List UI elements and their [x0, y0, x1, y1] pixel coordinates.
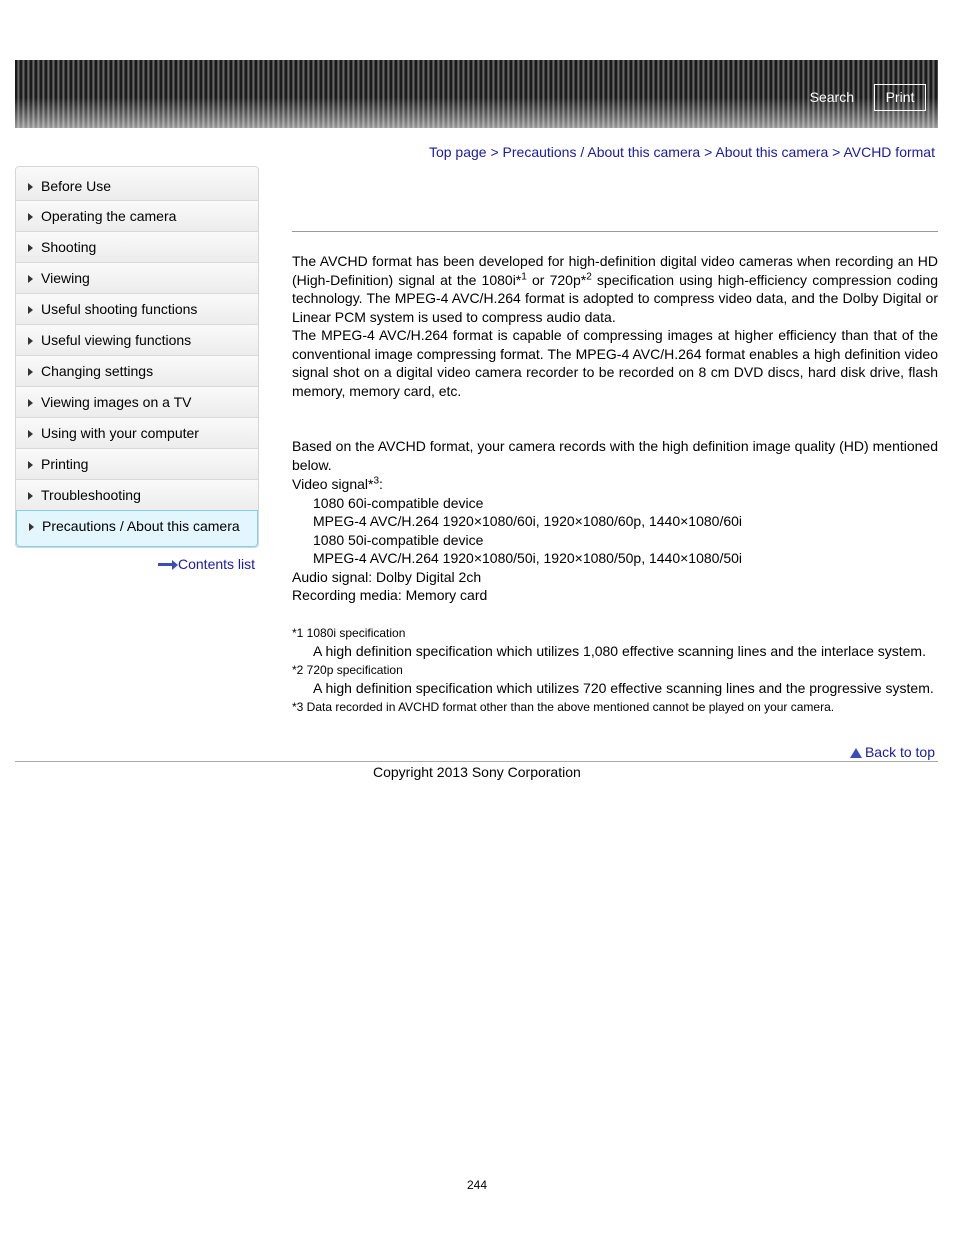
footnote-text: A high definition specification which utilizes 1,080 effective scanning lines and the interlace system.	[313, 643, 926, 659]
intro-text: The AVCHD format has been developed for high-definition digital video cameras when recording an HD (High-Definition) signal at the 1080i*	[292, 253, 938, 288]
breadcrumb-separator: >	[704, 144, 713, 160]
breadcrumb-precautions[interactable]: Precautions / About this camera	[502, 144, 701, 160]
arrow-right-icon	[28, 461, 33, 469]
page-number: 244	[466, 1178, 488, 1192]
footnote-ref: 1	[521, 270, 527, 282]
footnote-title: *2 720p specification	[292, 662, 403, 677]
sidebar-item-precautions[interactable]	[16, 510, 258, 547]
sidebar-item-troubleshooting[interactable]	[16, 479, 258, 510]
video-signal-label: Video signal*	[292, 476, 374, 492]
breadcrumb-separator: >	[832, 144, 841, 160]
arrow-right-icon	[28, 430, 33, 438]
device-spec: MPEG-4 AVC/H.264 1920×1080/60i, 1920×1080/60p, 1440×1080/60i	[313, 513, 743, 529]
footnote-ref: 2	[586, 270, 592, 282]
audio-signal: Audio signal: Dolby Digital 2ch	[292, 568, 482, 585]
sidebar-item-label: Printing	[41, 456, 89, 472]
sidebar-item-label: Viewing images on a TV	[41, 394, 192, 410]
intro-text: specification using high-efficiency compression coding technology. The MPEG-4 AVC/H.264 format is adopted to compress video data, and the Dolby Digital or Linear PCM system is used to compress audio data.	[292, 271, 938, 325]
sidebar-item-label: Useful viewing functions	[41, 332, 192, 348]
title-divider	[292, 231, 938, 232]
footnote-ref: 3	[373, 475, 380, 487]
arrow-right-icon	[28, 275, 33, 283]
contents-list-label: Contents list	[178, 556, 256, 572]
breadcrumb-top-page[interactable]: Top page	[428, 144, 487, 160]
sidebar-item-label: Useful shooting functions	[41, 301, 198, 317]
device-title: 1080 50i-compatible device	[313, 531, 484, 548]
sidebar-item-viewing[interactable]	[16, 262, 258, 293]
main-content	[292, 252, 938, 716]
arrow-right-icon	[158, 562, 178, 568]
search-link[interactable]: Search	[809, 89, 854, 105]
breadcrumb-separator: >	[490, 144, 499, 160]
header-bar	[15, 60, 938, 128]
sidebar-item-before-use[interactable]	[16, 167, 258, 200]
arrow-right-icon	[28, 399, 33, 407]
arrow-right-icon	[28, 244, 33, 252]
sidebar-item-shooting[interactable]	[16, 231, 258, 262]
video-signal-line	[292, 475, 938, 494]
footer-divider	[15, 761, 938, 762]
sidebar-item-label: Changing settings	[41, 363, 154, 379]
intro-paragraph	[292, 252, 938, 326]
arrow-right-icon	[28, 368, 33, 376]
arrow-right-icon	[28, 183, 33, 191]
back-to-top-label: Back to top	[864, 744, 935, 760]
sidebar-item-useful-viewing[interactable]	[16, 324, 258, 355]
breadcrumb-avchd-format[interactable]: AVCHD format	[843, 144, 935, 160]
contents-list-link[interactable]	[158, 556, 255, 572]
footnote-text: A high definition specification which utilizes 720 effective scanning lines and the progressive system.	[313, 680, 934, 696]
arrow-up-icon	[850, 748, 862, 758]
arrow-right-icon	[28, 213, 33, 221]
back-to-top-link[interactable]	[850, 744, 935, 760]
sidebar-item-label: Operating the camera	[41, 208, 177, 224]
sidebar-item-useful-shooting[interactable]	[16, 293, 258, 324]
footnote-title: *1 1080i specification	[292, 625, 406, 640]
sidebar-item-computer[interactable]	[16, 417, 258, 448]
sidebar-item-changing-settings[interactable]	[16, 355, 258, 386]
sidebar-nav	[15, 166, 259, 548]
sidebar-item-label: Using with your computer	[41, 425, 199, 441]
arrow-right-icon	[29, 523, 34, 531]
sidebar-item-printing[interactable]	[16, 448, 258, 479]
intro-text: or 720p*	[526, 271, 587, 288]
print-button[interactable]: Print	[874, 84, 926, 111]
footnote-text: *3 Data recorded in AVCHD format other than the above mentioned cannot be played on your camera.	[292, 699, 835, 714]
arrow-right-icon	[28, 337, 33, 345]
sidebar-item-label: Precautions / About this camera	[42, 518, 240, 534]
sidebar-item-label: Before Use	[41, 178, 112, 194]
recording-paragraph: Based on the AVCHD format, your camera records with the high definition image quality (HD) mentioned below.	[292, 438, 938, 473]
copyright: Copyright 2013 Sony Corporation	[373, 764, 581, 780]
sidebar-item-label: Viewing	[41, 270, 90, 286]
sidebar-item-label: Troubleshooting	[41, 487, 141, 503]
sidebar-item-viewing-tv[interactable]	[16, 386, 258, 417]
sidebar-item-operating[interactable]	[16, 200, 258, 231]
breadcrumb-about-camera[interactable]: About this camera	[715, 144, 829, 160]
sidebar-item-label: Shooting	[41, 239, 97, 255]
compression-paragraph: The MPEG-4 AVC/H.264 format is capable of compressing images at higher efficiency than that of the conventional image compressing format. The MPEG-4 AVC/H.264 format enables a high definition video signal shot on a digital video camera recorder to be recorded on 8 cm DVD discs, hard disk drive, flash memory, memory card, etc.	[292, 327, 938, 399]
recording-media: Recording media: Memory card	[292, 587, 488, 603]
arrow-right-icon	[28, 306, 33, 314]
arrow-right-icon	[28, 492, 33, 500]
colon: :	[379, 476, 383, 492]
device-spec: MPEG-4 AVC/H.264 1920×1080/50i, 1920×1080/50p, 1440×1080/50i	[313, 550, 743, 566]
breadcrumb	[429, 144, 935, 160]
device-title: 1080 60i-compatible device	[313, 494, 484, 511]
